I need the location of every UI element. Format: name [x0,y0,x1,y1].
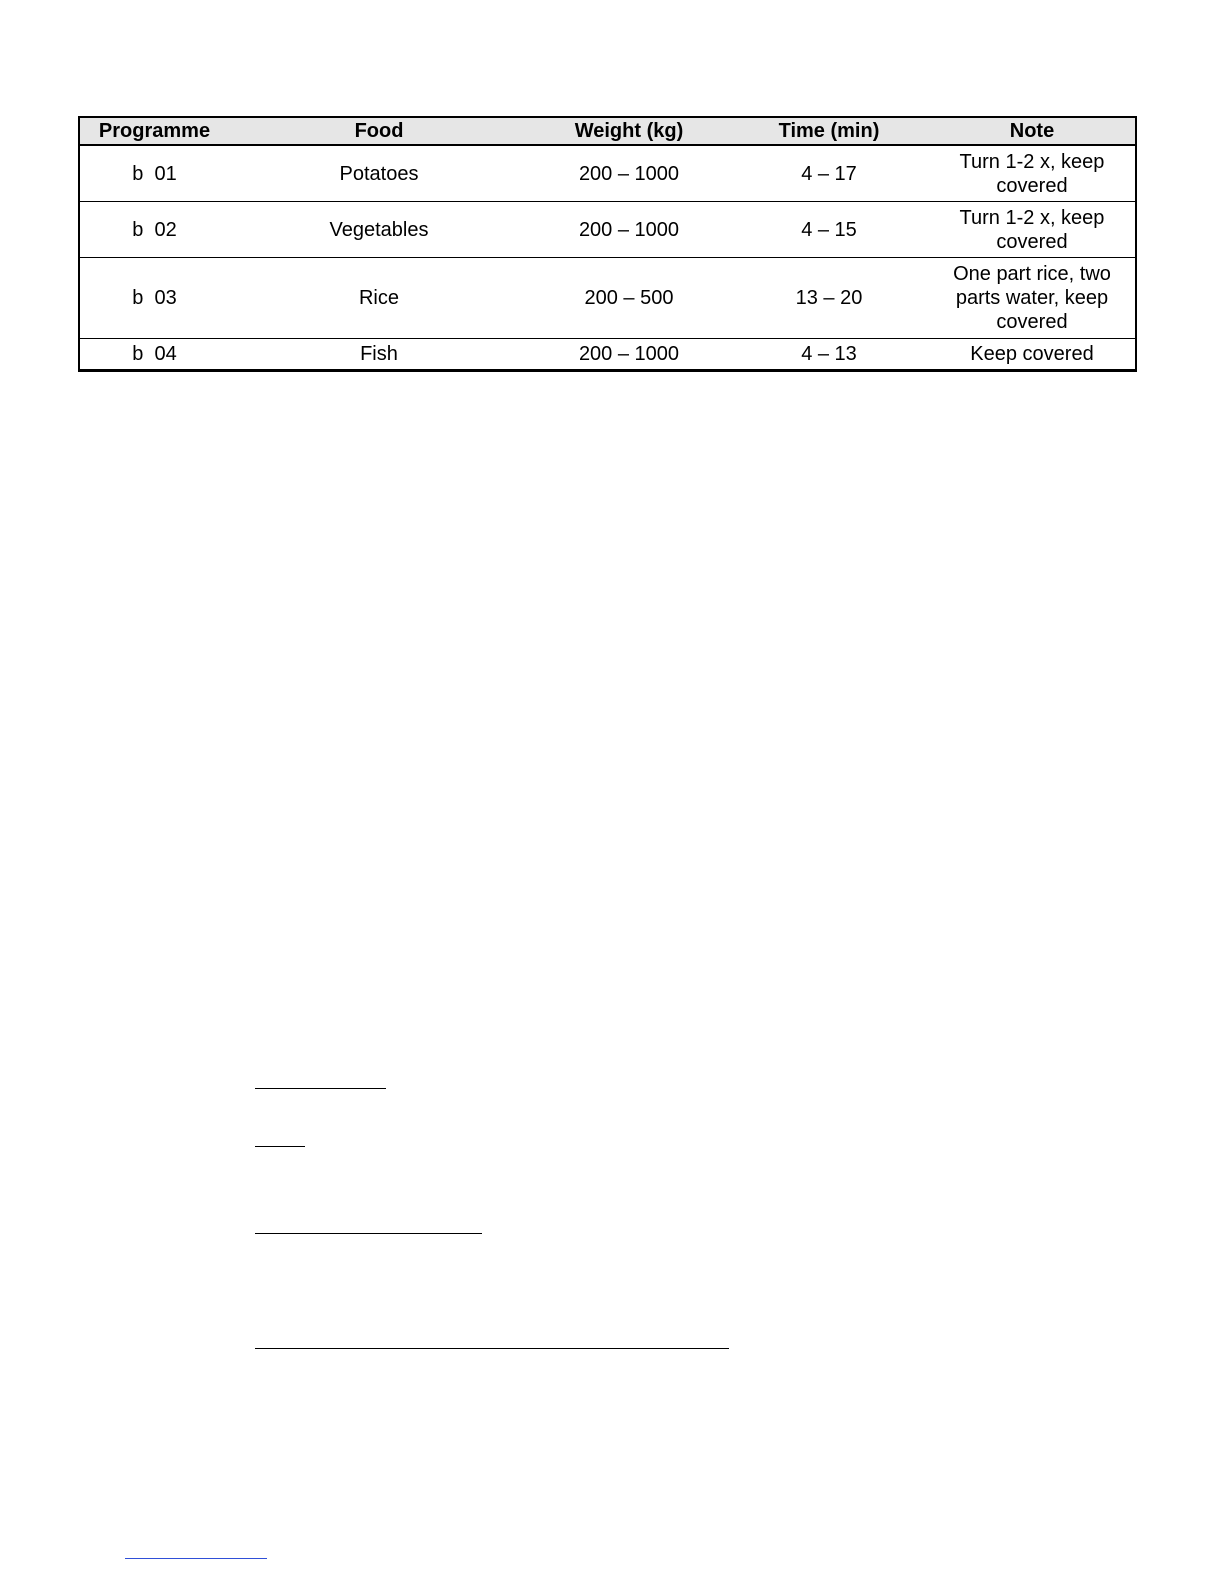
table-header-row [79,117,1136,145]
cell-food: Potatoes [229,145,529,202]
cell-note: Turn 1-2 x, keep covered [929,145,1136,202]
table-row [79,202,1136,258]
cell-programme: b 01 [79,145,229,202]
cell-weight: 200 – 1000 [578,343,680,365]
cell-food: Fish [360,343,398,365]
header-note: Note [929,117,1136,145]
header-weight: Weight (kg) [529,117,729,145]
footnote-link-rule [125,1558,267,1559]
underline-rule-1 [255,1088,386,1089]
header-time: Time (min) [729,117,929,145]
cell-note: Turn 1-2 x, keep covered [929,202,1136,258]
cell-time: 4 – 17 [729,145,929,202]
cell-note: Keep covered [970,343,1094,365]
underline-rule-2 [255,1146,305,1147]
table-row [79,339,1136,371]
cell-weight: 200 – 1000 [529,145,729,202]
header-food: Food [229,117,529,145]
cell-time: 13 – 20 [729,258,929,339]
cell-programme: b 02 [79,202,229,258]
table-row [79,145,1136,202]
header-programme: Programme [79,117,229,145]
cell-time: 4 – 15 [729,202,929,258]
cell-programme: b 04 [132,343,177,365]
cell-food: Vegetables [229,202,529,258]
cell-weight: 200 – 1000 [529,202,729,258]
table-row [79,258,1136,339]
cell-weight: 200 – 500 [529,258,729,339]
cooking-programme-table [78,116,1137,372]
underline-rule-4 [255,1348,729,1349]
cell-programme: b 03 [79,258,229,339]
cell-time: 4 – 13 [801,343,857,365]
cell-note: One part rice, two parts water, keep covered [929,258,1136,339]
cell-food: Rice [229,258,529,339]
underline-rule-3 [255,1233,482,1234]
